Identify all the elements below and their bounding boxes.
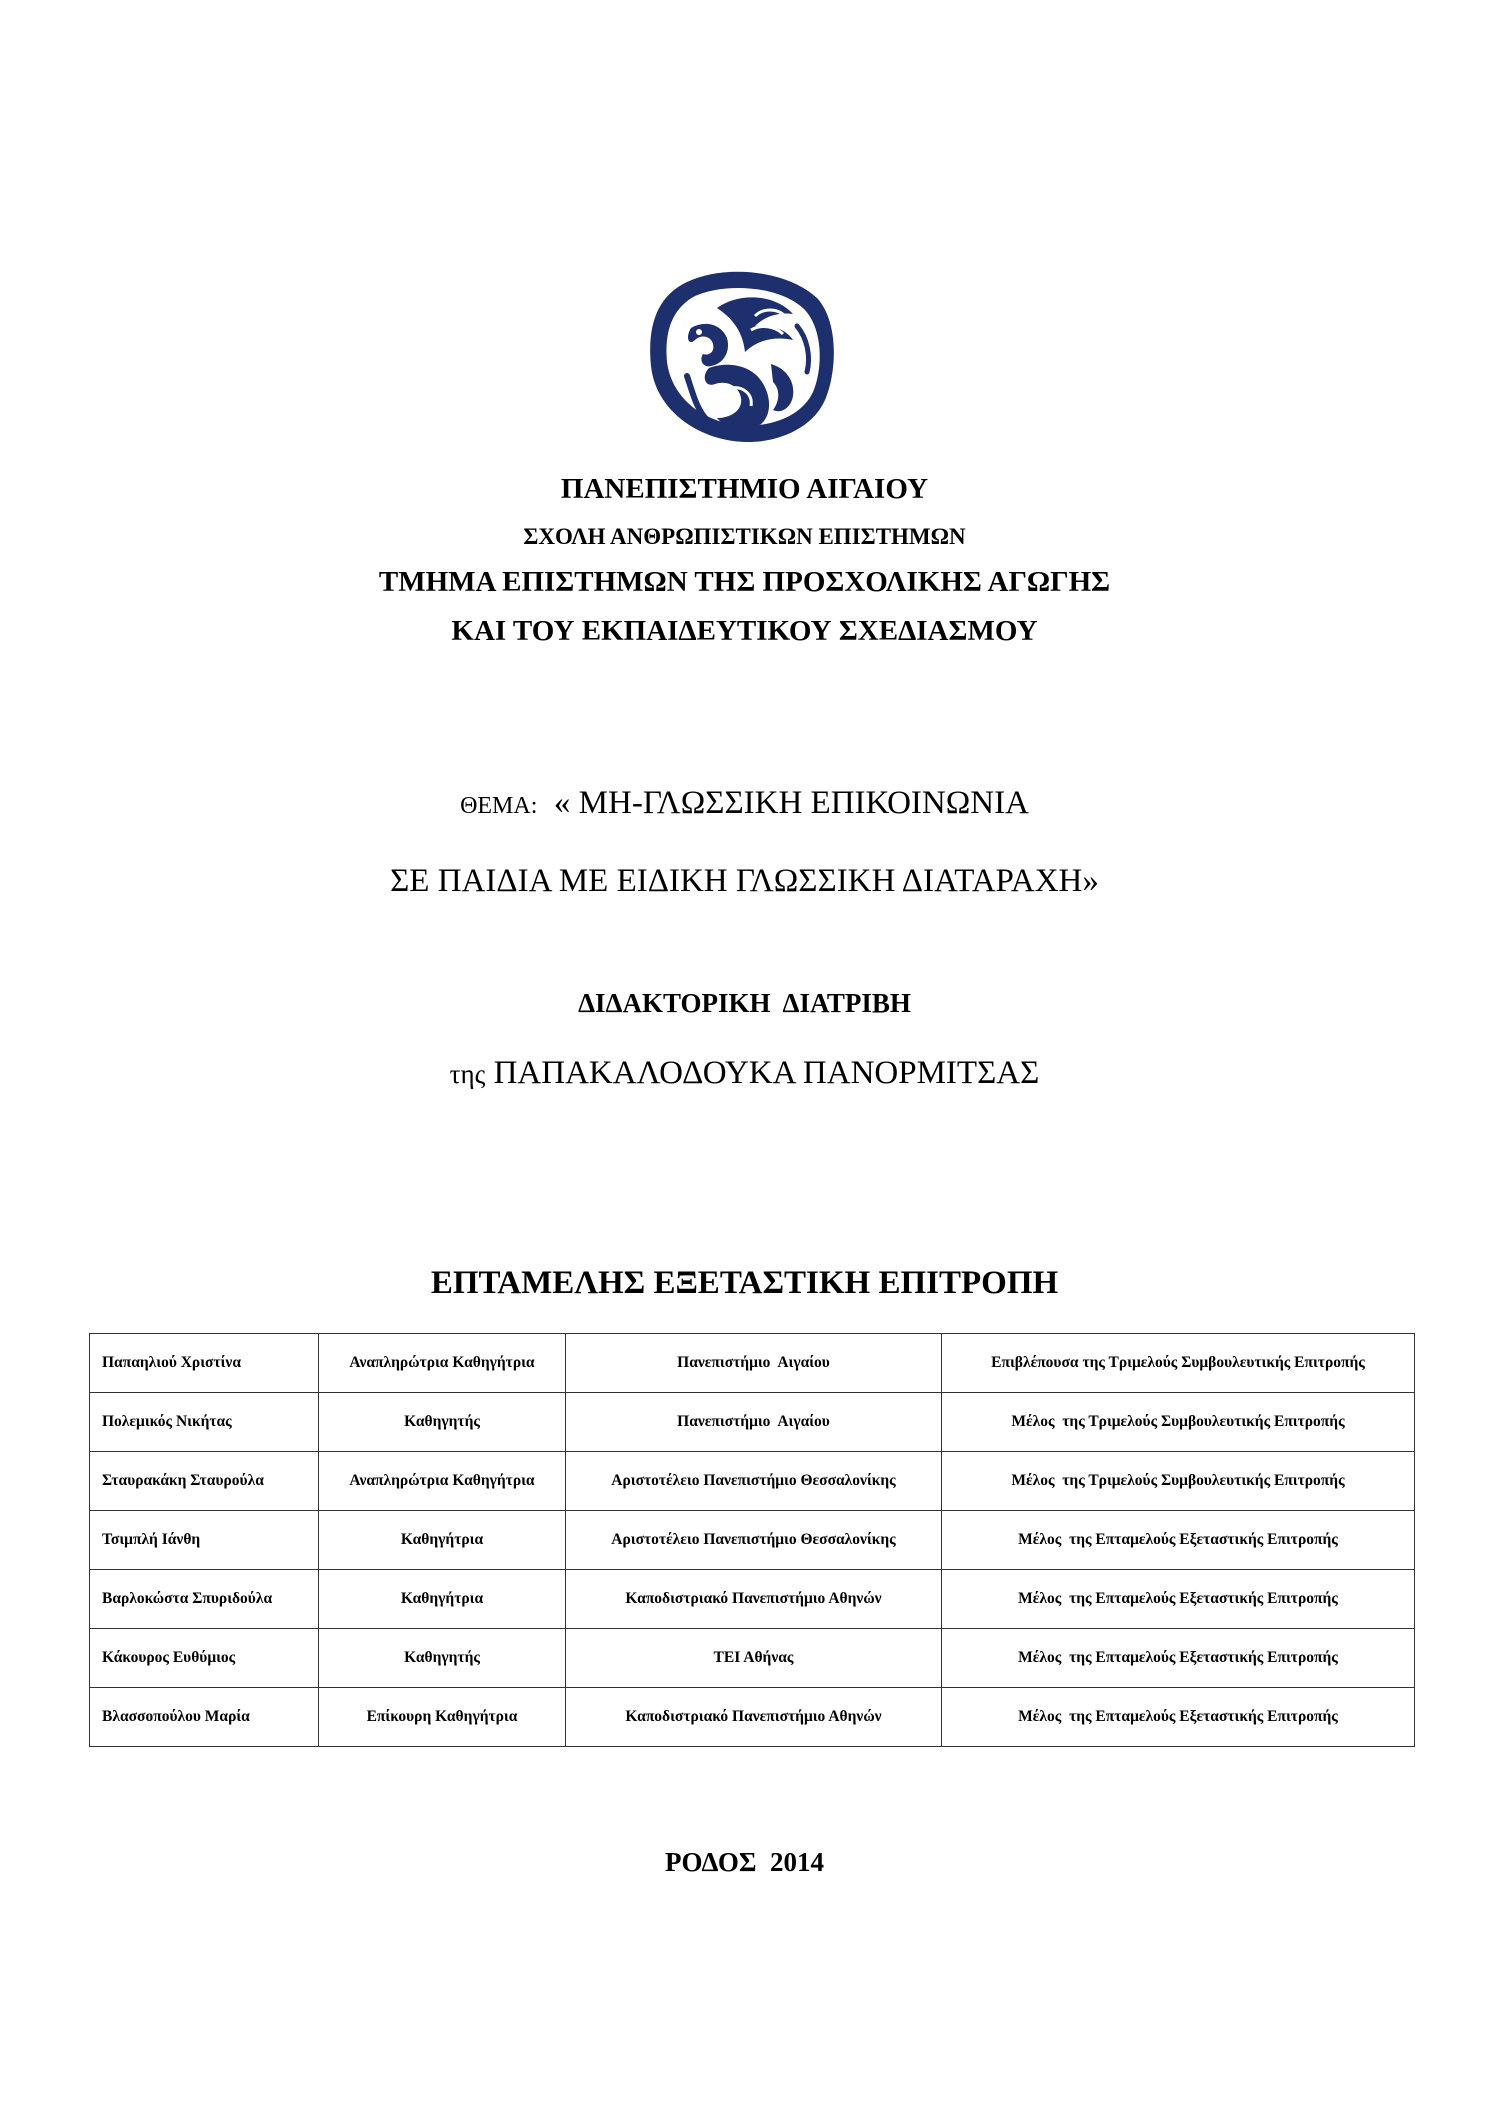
member-rank: Αναπληρώτρια Καθηγήτρια — [319, 1334, 566, 1393]
member-role: Επιβλέπουσα της Τριμελούς Συμβουλευτικής Επιτροπής — [942, 1334, 1415, 1393]
member-institution: Πανεπιστήμιο Αιγαίου — [566, 1334, 942, 1393]
table-row — [90, 1629, 1415, 1688]
table-row — [90, 1688, 1415, 1747]
place-and-year: ΡΟΔΟΣ 2014 — [664, 1847, 824, 1877]
member-name: Κάκουρος Ευθύμιος — [90, 1629, 319, 1688]
university-logo-icon — [647, 268, 837, 446]
table-row — [90, 1511, 1415, 1570]
member-name: Σταυρακάκη Σταυρούλα — [90, 1452, 319, 1511]
member-institution: Αριστοτέλειο Πανεπιστήμιο Θεσσαλονίκης — [566, 1452, 942, 1511]
member-institution: Καποδιστριακό Πανεπιστήμιο Αθηνών — [566, 1688, 942, 1747]
table-row — [90, 1570, 1415, 1629]
topic-label: ΘΕΜΑ: — [460, 793, 538, 819]
school-name: ΣΧΟΛΗ ΑΝΘΡΩΠΙΣΤΙΚΩΝ ΕΠΙΣΤΗΜΩΝ — [523, 524, 966, 549]
department-name-line2: ΚΑΙ ΤΟΥ ΕΚΠΑΙΔΕΥΤΙΚΟΥ ΣΧΕΔΙΑΣΜΟΥ — [451, 615, 1038, 647]
member-institution: Αριστοτέλειο Πανεπιστήμιο Θεσσαλονίκης — [566, 1511, 942, 1570]
member-name: Βαρλοκώστα Σπυριδούλα — [90, 1570, 319, 1629]
table-row — [90, 1452, 1415, 1511]
topic-title-part1: « ΜΗ-ΓΛΩΣΣΙΚΗ ΕΠΙΚΟΙΝΩΝΙΑ — [553, 785, 1029, 821]
member-name: Βλασσοπούλου Μαρία — [90, 1688, 319, 1747]
member-institution: ΤΕΙ Αθήνας — [566, 1629, 942, 1688]
department-name-line1: ΤΜΗΜΑ ΕΠΙΣΤΗΜΩΝ ΤΗΣ ΠΡΟΣΧΟΛΙΚΗΣ ΑΓΩΓΗΣ — [378, 566, 1111, 598]
member-rank: Καθηγητής — [319, 1393, 566, 1452]
member-rank: Επίκουρη Καθηγήτρια — [319, 1688, 566, 1747]
member-institution: Καποδιστριακό Πανεπιστήμιο Αθηνών — [566, 1570, 942, 1629]
member-rank: Καθηγητής — [319, 1629, 566, 1688]
table-row — [90, 1393, 1415, 1452]
member-role: Μέλος της Τριμελούς Συμβουλευτικής Επιτροπής — [942, 1393, 1415, 1452]
member-role: Μέλος της Επταμελούς Εξεταστικής Επιτροπής — [942, 1629, 1415, 1688]
member-rank: Αναπληρώτρια Καθηγήτρια — [319, 1452, 566, 1511]
author-prefix: της — [449, 1059, 486, 1089]
member-role: Μέλος της Τριμελούς Συμβουλευτικής Επιτροπής — [942, 1452, 1415, 1511]
topic-line1 — [0, 785, 1489, 822]
member-rank: Καθηγήτρια — [319, 1511, 566, 1570]
member-institution: Πανεπιστήμιο Αιγαίου — [566, 1393, 942, 1452]
author-name: ΠΑΠΑΚΑΛΟΔΟΥΚΑ ΠΑΝΟΡΜΙΤΣΑΣ — [493, 1055, 1040, 1091]
member-name: Πολεμικός Νικήτας — [90, 1393, 319, 1452]
member-name: Τσιμπλή Ιάνθη — [90, 1511, 319, 1570]
member-role: Μέλος της Επταμελούς Εξεταστικής Επιτροπής — [942, 1570, 1415, 1629]
thesis-author — [0, 1055, 1489, 1092]
member-role: Μέλος της Επταμελούς Εξεταστικής Επιτροπής — [942, 1688, 1415, 1747]
committee-table — [89, 1333, 1415, 1747]
table-row — [90, 1334, 1415, 1393]
member-rank: Καθηγήτρια — [319, 1570, 566, 1629]
university-name: ΠΑΝΕΠΙΣΤΗΜΙΟ ΑΙΓΑΙΟΥ — [560, 473, 929, 505]
member-role: Μέλος της Επταμελούς Εξεταστικής Επιτροπής — [942, 1511, 1415, 1570]
topic-title-part2: ΣΕ ΠΑΙΔΙΑ ΜΕ ΕΙΔΙΚΗ ΓΛΩΣΣΙΚΗ ΔΙΑΤΑΡΑΧΗ» — [390, 863, 1099, 899]
thesis-type: ΔΙΔΑΚΤΟΡΙΚΗ ΔΙΑΤΡΙΒΗ — [578, 988, 911, 1018]
member-name: Παπαηλιού Χριστίνα — [90, 1334, 319, 1393]
committee-title: ΕΠΤΑΜΕΛΗΣ ΕΞΕΤΑΣΤΙΚΗ ΕΠΙΤΡΟΠΗ — [430, 1265, 1059, 1301]
